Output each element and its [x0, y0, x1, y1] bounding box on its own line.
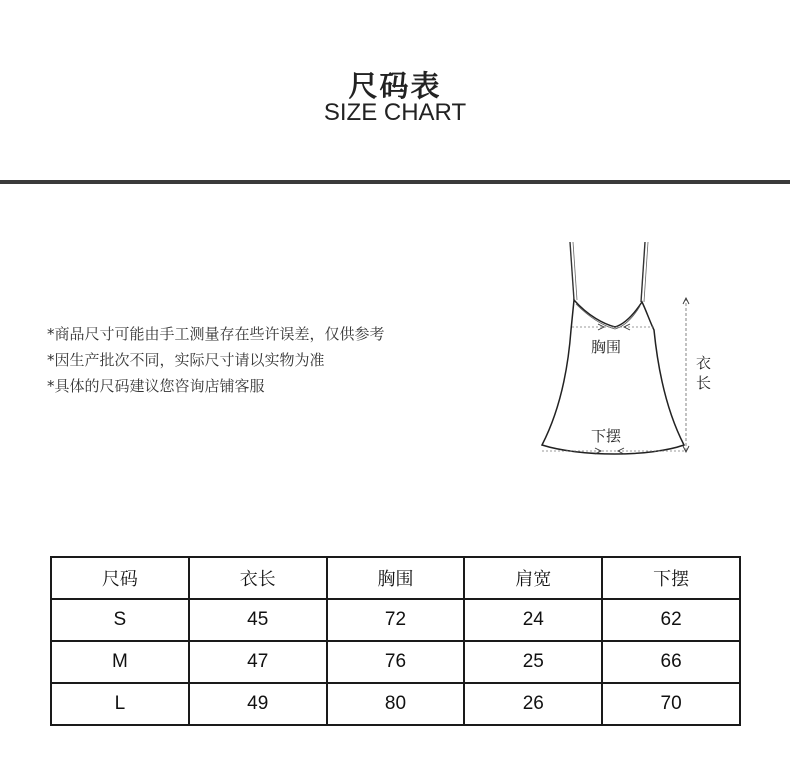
table-cell: S [51, 599, 189, 641]
measurement-notes [47, 321, 385, 399]
note-line: *商品尺寸可能由手工测量存在些许误差，仅供参考 [47, 325, 385, 343]
table-cell: 62 [602, 599, 740, 641]
hem-label: 下摆 [591, 427, 622, 445]
note-line: *因生产批次不同，实际尺寸请以实物为准 [47, 351, 325, 369]
column-header: 下摆 [602, 557, 740, 599]
divider [0, 180, 790, 184]
table-cell: 72 [327, 599, 465, 641]
page-title-cn: 尺码表 [348, 69, 442, 103]
table-cell: 45 [189, 599, 327, 641]
table-cell: 66 [602, 641, 740, 683]
table-cell: 76 [327, 641, 465, 683]
length-label-bottom: 长 [696, 374, 712, 392]
column-header: 衣长 [189, 557, 327, 599]
table-cell: 70 [602, 683, 740, 725]
table-row [51, 641, 740, 683]
table-cell: 49 [189, 683, 327, 725]
table-cell: M [51, 641, 189, 683]
table-row [51, 683, 740, 725]
table-cell: 26 [464, 683, 602, 725]
note-line: *具体的尺码建议您咨询店铺客服 [47, 377, 265, 395]
length-label-top: 衣 [696, 354, 712, 372]
page-title-en: SIZE CHART [323, 99, 467, 126]
column-header: 尺码 [51, 557, 189, 599]
column-header: 肩宽 [464, 557, 602, 599]
table-header-row [51, 557, 740, 599]
table-cell: 47 [189, 641, 327, 683]
table-cell: L [51, 683, 189, 725]
garment-diagram [520, 230, 720, 470]
table-cell: 24 [464, 599, 602, 641]
chest-label: 胸围 [591, 338, 622, 356]
table-cell: 25 [464, 641, 602, 683]
table-cell: 80 [327, 683, 465, 725]
table-row [51, 599, 740, 641]
column-header: 胸围 [327, 557, 465, 599]
size-table [50, 556, 741, 726]
